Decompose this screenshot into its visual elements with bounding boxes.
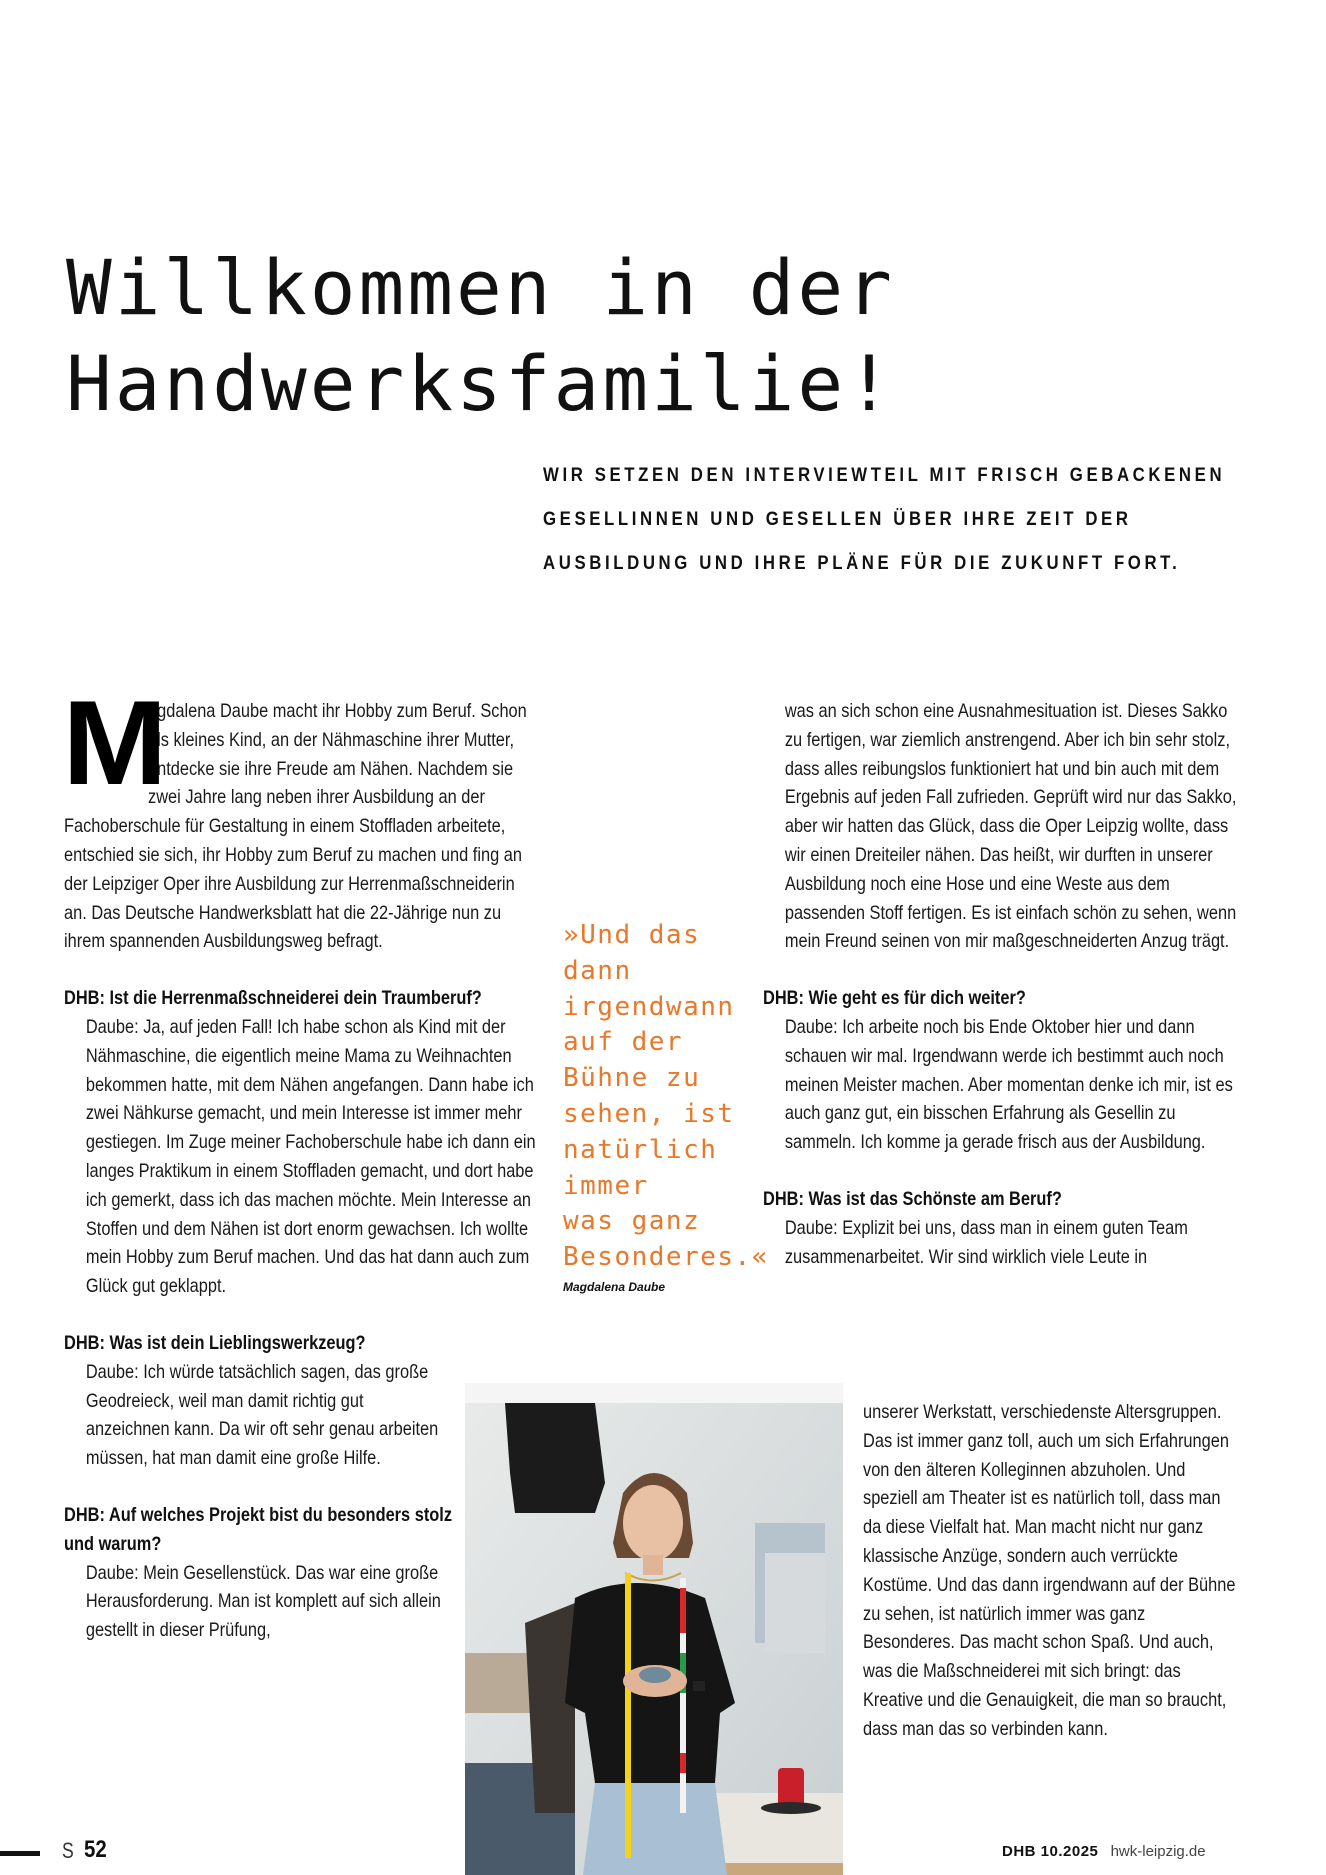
- magazine-issue: DHB 10.2025: [1002, 1843, 1099, 1860]
- right-column-lower: [863, 1398, 1239, 1744]
- question-1: DHB: Ist die Herrenmaßschneiderei dein Traumberuf?: [64, 987, 482, 1010]
- question-5: DHB: Was ist das Schönste am Beruf?: [763, 1187, 1062, 1210]
- lead-line-3: AUSBILDUNG UND IHRE PLÄNE FÜR DIE ZUKUNFT FORT.: [543, 552, 1181, 574]
- lead-line-1: WIR SETZEN DEN INTERVIEWTEIL MIT FRISCH GEBACKENEN: [543, 464, 1226, 486]
- answer-3-continued: was an sich schon eine Ausnahmesituation ist. Dieses Sakko zu fertigen, war ziemlich anstrengend. Aber ich bin sehr stolz, dass alles reibungslos funktioniert hat und bin auch mit dem Ergebnis auf jeden Fall zufrieden. Geprüft wird nur das Sakko, aber wir hatten das Glück, dass die Oper Leipzig wollte, dass wir einen Dreiteiler nähen. Das heißt, wir durften in unserer Ausbildung noch eine Hose und eine Weste aus dem passenden Stoff fertigen. Es ist einfach schön zu sehen, wenn mein Freund seinen von mir maßgeschneiderten Anzug trägt.: [784, 700, 1237, 953]
- answer-1: Daube: Ja, auf jeden Fall! Ich habe schon als Kind mit der Nähmaschine, die eigentlich meine Mama zu Weihnachten bekommen hatte, mit dem Nähen angefangen. Dann habe ich zwei Nähkurse gemacht, und mein Interesse ist immer mehr gestiegen. Im Zuge meiner Fachoberschule habe ich dann ein langes Praktikum in einem Stoffladen gemacht, und dort habe ich gemerkt, dass ich das machen möchte. Mein Interesse an Stoffen und dem Nähen ist dort enorm gewachsen. Ich wollte mein Hobby zum Beruf machen. Und das hat dann auch zum Glück gut geklappt.: [85, 1015, 536, 1298]
- pull-quote-line: »Und das: [563, 920, 701, 950]
- pull-quote-author: Magdalena Daube: [563, 1280, 666, 1294]
- pull-quote: [563, 918, 769, 1276]
- right-column: [763, 697, 1239, 1271]
- footer-rule: [0, 1851, 40, 1856]
- footer-right: [1002, 1843, 1206, 1860]
- pull-quote-line: was ganz: [563, 1206, 701, 1237]
- page-prefix: S: [62, 1838, 74, 1863]
- portrait-photo: [465, 1383, 843, 1875]
- answer-4: Daube: Ich arbeite noch bis Ende Oktober hier und dann schauen wir mal. Irgendwann werde ich bestimmt auch noch meinen Meister machen. Aber momentan denke ich mir, ist es auch ganz gut, ein bisschen Erfahrung als Gesellin zu sammeln. Ich komme ja gerade frisch aus der Ausbildung.: [784, 1015, 1233, 1154]
- pull-quote-line: sehen, ist: [563, 1098, 735, 1129]
- answer-5-continued: unserer Werkstatt, verschiedenste Altersgruppen. Das ist immer ganz toll, auch um sich Erfahrungen von den älteren Kolleginnen abzuholen. Und speziell am Theater ist es natürlich toll, dass man da diese Vielfalt hat. Man macht nicht nur ganz klassische Anzüge, sondern auch verrückte Kostüme. Und das dann irgendwann auf der Bühne zu sehen, ist natürlich immer was ganz Besonderes. Das macht schon Spaß. Und auch, was die Maßschneiderei mit sich bringt: das Kreative und die Genauigkeit, die man so braucht, dass man das so verbinden kann.: [863, 1401, 1236, 1740]
- pull-quote-line: irgendwann: [563, 991, 735, 1022]
- website-link[interactable]: hwk-leipzig.de: [1110, 1843, 1206, 1860]
- drop-cap: M: [62, 676, 168, 810]
- pull-quote-line: natürlich: [563, 1134, 718, 1165]
- pull-quote-line: Bühne zu: [563, 1063, 701, 1094]
- intro-paragraph: [62, 676, 540, 956]
- question-4: DHB: Wie geht es für dich weiter?: [763, 987, 1026, 1010]
- photo-illustration: [465, 1383, 843, 1875]
- answer-2: Daube: Ich würde tatsächlich sagen, das große Geodreieck, weil man damit richtig gut anzeichnen kann. Da wir oft sehr genau arbeiten müssen, hat man damit eine große Hilfe.: [85, 1360, 439, 1470]
- title-line-1: Willkommen in der: [66, 243, 895, 332]
- question-2: DHB: Was ist dein Lieblingswerkzeug?: [64, 1331, 366, 1354]
- title-line-2: Handwerksfamilie!: [66, 339, 895, 428]
- page-number: 52: [84, 1836, 107, 1863]
- pull-quote-line: dann: [563, 955, 632, 986]
- pull-quote-line: Besonderes.«: [563, 1242, 769, 1273]
- lead-paragraph: [543, 453, 1226, 585]
- pull-quote-line: auf der: [563, 1027, 684, 1058]
- pull-quote-line: immer: [563, 1170, 649, 1201]
- lead-line-2: GESELLINNEN UND GESELLEN ÜBER IHRE ZEIT DER: [543, 508, 1132, 530]
- answer-5: Daube: Explizit bei uns, dass man in einem guten Team zusammenarbeitet. Wir sind wirklich viele Leute in: [784, 1216, 1188, 1268]
- answer-3: Daube: Mein Gesellenstück. Das war eine große Herausforderung. Man ist komplett auf sich allein gestellt in dieser Prüfung,: [85, 1561, 441, 1642]
- question-3: DHB: Auf welches Projekt bist du besonders stolz und warum?: [64, 1503, 453, 1555]
- page-title: [66, 240, 895, 432]
- intro-text: agdalena Daube macht ihr Hobby zum Beruf. Schon als kleines Kind, an der Nähmaschine ihrer Mutter, entdecke sie ihre Freude am Nähen. Nachdem sie zwei Jahre lang neben ihrer Ausbildung an der Fachoberschule für Gestaltung in einem Stoffladen arbeitete, entschied sie sich, ihr Hobby zum Beruf zu machen und fing an der Leipziger Oper ihre Ausbildung zur Herrenmaßschneiderin an. Das Deutsche Handwerksblatt hat die 22-Jährige nun zu ihrem spannenden Ausbildungsweg befragt.: [64, 700, 527, 953]
